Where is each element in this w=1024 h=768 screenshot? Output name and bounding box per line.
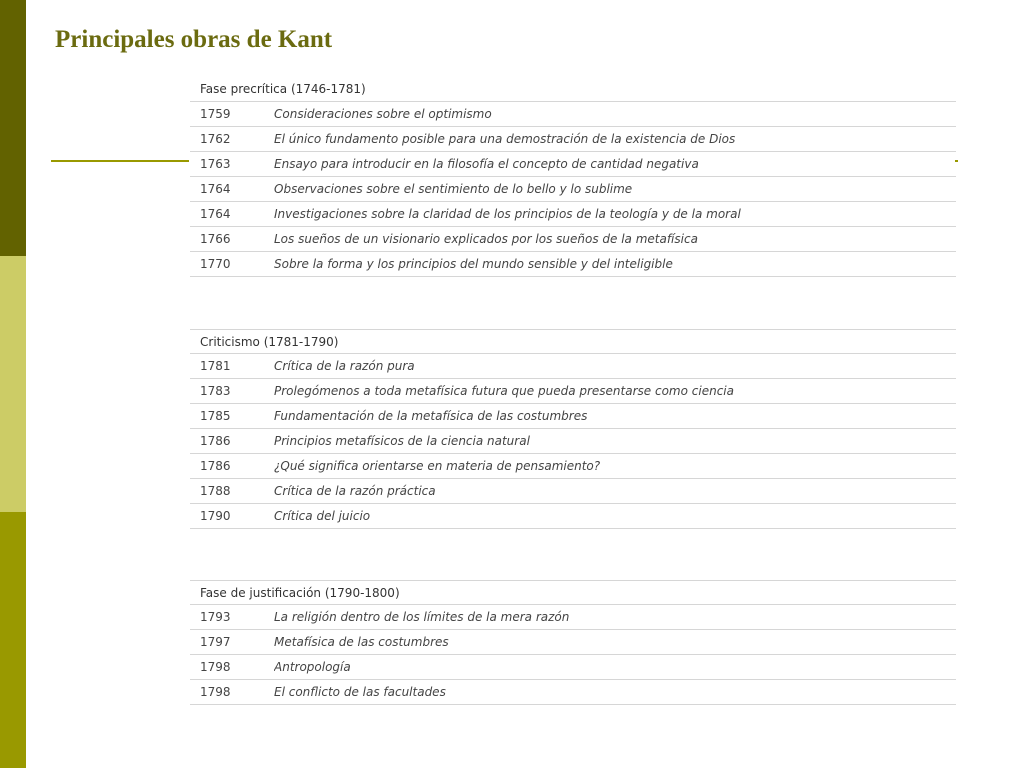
table-row <box>190 605 956 630</box>
work-title: Los sueños de un visionario explicados por los sueños de la metafísica <box>274 232 698 246</box>
work-year: 1759 <box>200 107 231 121</box>
phase-table-criticismo <box>190 329 956 529</box>
work-title: Crítica de la razón práctica <box>274 484 436 498</box>
table-row <box>190 429 956 454</box>
work-title: Prolegómenos a toda metafísica futura que pueda presentarse como ciencia <box>274 384 734 398</box>
work-title: El conflicto de las facultades <box>274 685 446 699</box>
phase-header: Fase precrítica (1746-1781) <box>190 77 956 102</box>
table-row <box>190 630 956 655</box>
table-row <box>190 680 956 705</box>
side-bar-top <box>0 0 26 256</box>
works-list <box>190 605 956 705</box>
work-year: 1790 <box>200 509 231 523</box>
table-row <box>190 379 956 404</box>
work-title: Sobre la forma y los principios del mundo sensible y del inteligible <box>274 257 673 271</box>
phase-table-precritica <box>190 77 956 277</box>
table-row <box>190 252 956 277</box>
work-title: ¿Qué significa orientarse en materia de pensamiento? <box>274 459 601 473</box>
work-year: 1781 <box>200 359 231 373</box>
table-row <box>190 504 956 529</box>
work-title: Observaciones sobre el sentimiento de lo bello y lo sublime <box>274 182 633 196</box>
work-year: 1786 <box>200 459 231 473</box>
work-title: Crítica de la razón pura <box>274 359 415 373</box>
work-title: El único fundamento posible para una demostración de la existencia de Dios <box>274 132 736 146</box>
work-title: Crítica del juicio <box>274 509 371 523</box>
phase-header: Fase de justificación (1790-1800) <box>190 580 956 605</box>
table-row <box>190 479 956 504</box>
work-year: 1764 <box>200 207 231 221</box>
work-title: Antropología <box>274 660 351 674</box>
work-year: 1762 <box>200 132 231 146</box>
work-title: La religión dentro de los límites de la mera razón <box>274 610 570 624</box>
table-row <box>190 102 956 127</box>
work-year: 1798 <box>200 685 231 699</box>
phase-header: Criticismo (1781-1790) <box>190 329 956 354</box>
work-year: 1798 <box>200 660 231 674</box>
accent-line <box>51 160 189 162</box>
work-title: Principios metafísicos de la ciencia natural <box>274 434 530 448</box>
work-year: 1785 <box>200 409 231 423</box>
works-list <box>190 354 956 529</box>
side-bar-middle <box>0 256 26 512</box>
table-row <box>190 152 956 177</box>
work-year: 1763 <box>200 157 231 171</box>
work-title: Consideraciones sobre el optimismo <box>274 107 492 121</box>
work-year: 1770 <box>200 257 231 271</box>
work-title: Ensayo para introducir en la filosofía el concepto de cantidad negativa <box>274 157 699 171</box>
work-year: 1766 <box>200 232 231 246</box>
phase-table-justificacion <box>190 580 956 705</box>
table-row <box>190 404 956 429</box>
work-title: Fundamentación de la metafísica de las costumbres <box>274 409 588 423</box>
page-title: Principales obras de Kant <box>55 26 333 53</box>
table-row <box>190 202 956 227</box>
table-row <box>190 227 956 252</box>
work-title: Metafísica de las costumbres <box>274 635 449 649</box>
work-year: 1788 <box>200 484 231 498</box>
table-row <box>190 655 956 680</box>
side-bar-bottom <box>0 512 26 768</box>
table-row <box>190 177 956 202</box>
table-row <box>190 127 956 152</box>
work-year: 1797 <box>200 635 231 649</box>
table-row <box>190 354 956 379</box>
work-year: 1783 <box>200 384 231 398</box>
work-year: 1764 <box>200 182 231 196</box>
work-title: Investigaciones sobre la claridad de los principios de la teología y de la moral <box>274 207 741 221</box>
work-year: 1793 <box>200 610 231 624</box>
works-list <box>190 102 956 277</box>
table-row <box>190 454 956 479</box>
work-year: 1786 <box>200 434 231 448</box>
